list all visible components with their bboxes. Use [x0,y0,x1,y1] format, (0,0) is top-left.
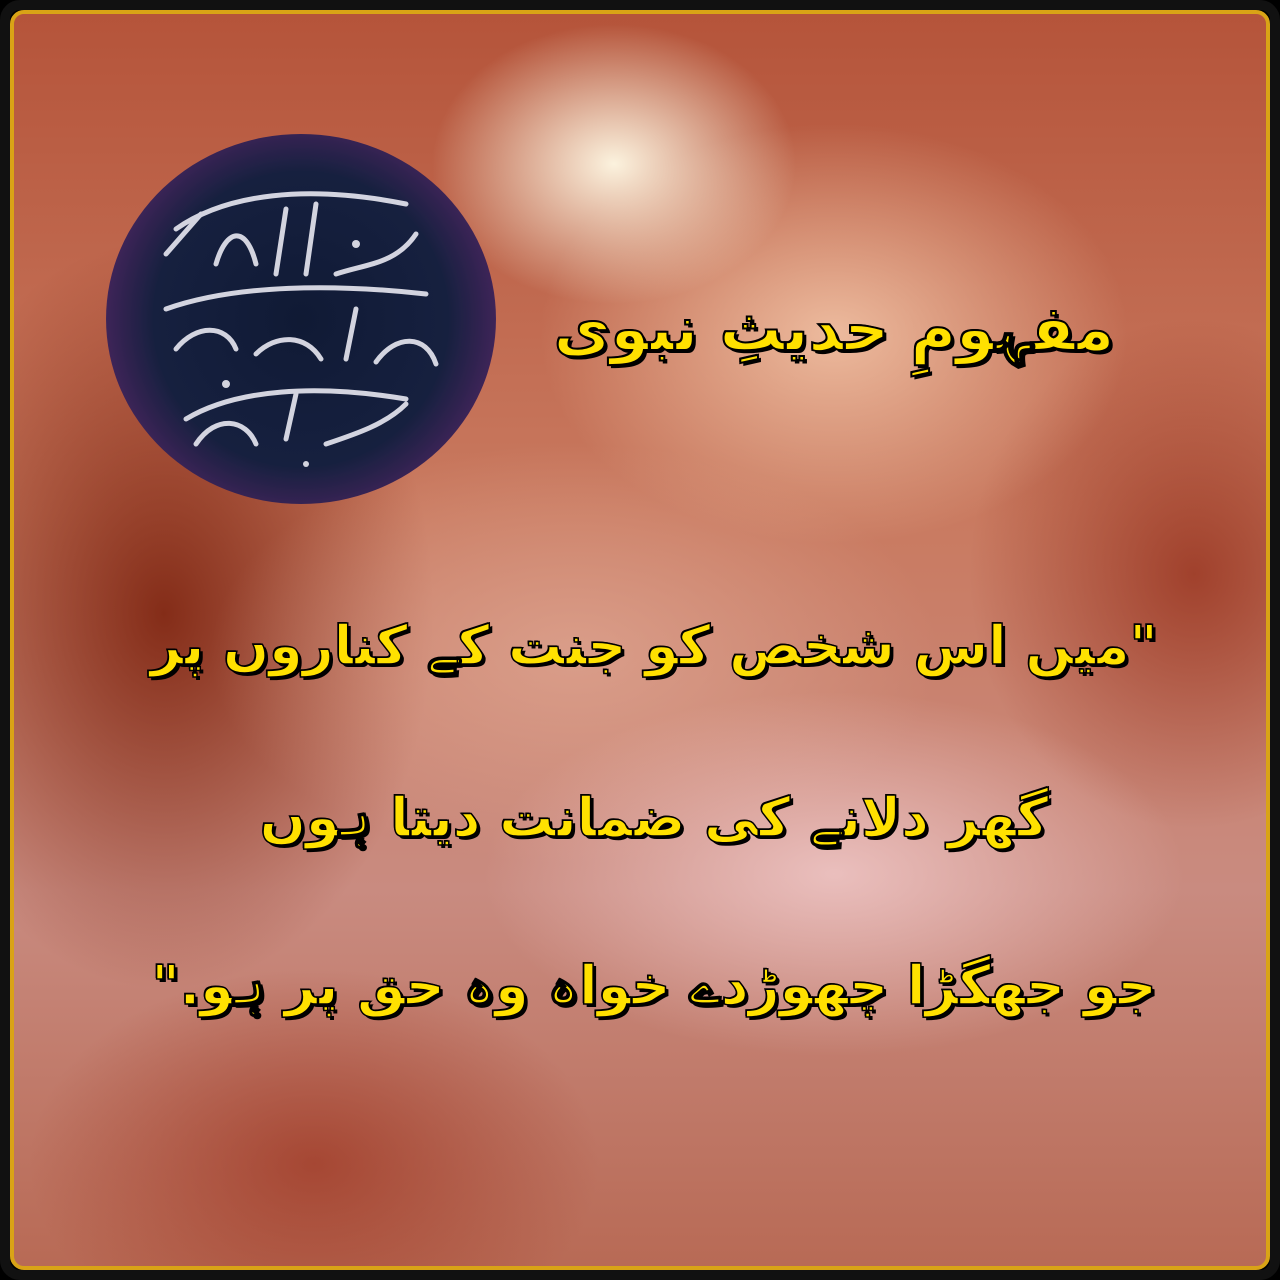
hadith-line-3: جو جھگڑا چھوڑدے خواہ وہ حق پر ہو." [151,954,1157,1017]
blurred-cave-background [10,10,1270,1270]
hadith-line-1: "میں اس شخص کو جنت کے کناروں پر [150,614,1158,677]
hadith-line-2: گھر دلانے کی ضمانت دیتا ہوں [259,786,1049,849]
calligraphy-seal [106,134,496,504]
calligraphy-seal-graphic [106,134,496,504]
heading-title: مفہومِ حدیثِ نبوی [553,292,1115,365]
